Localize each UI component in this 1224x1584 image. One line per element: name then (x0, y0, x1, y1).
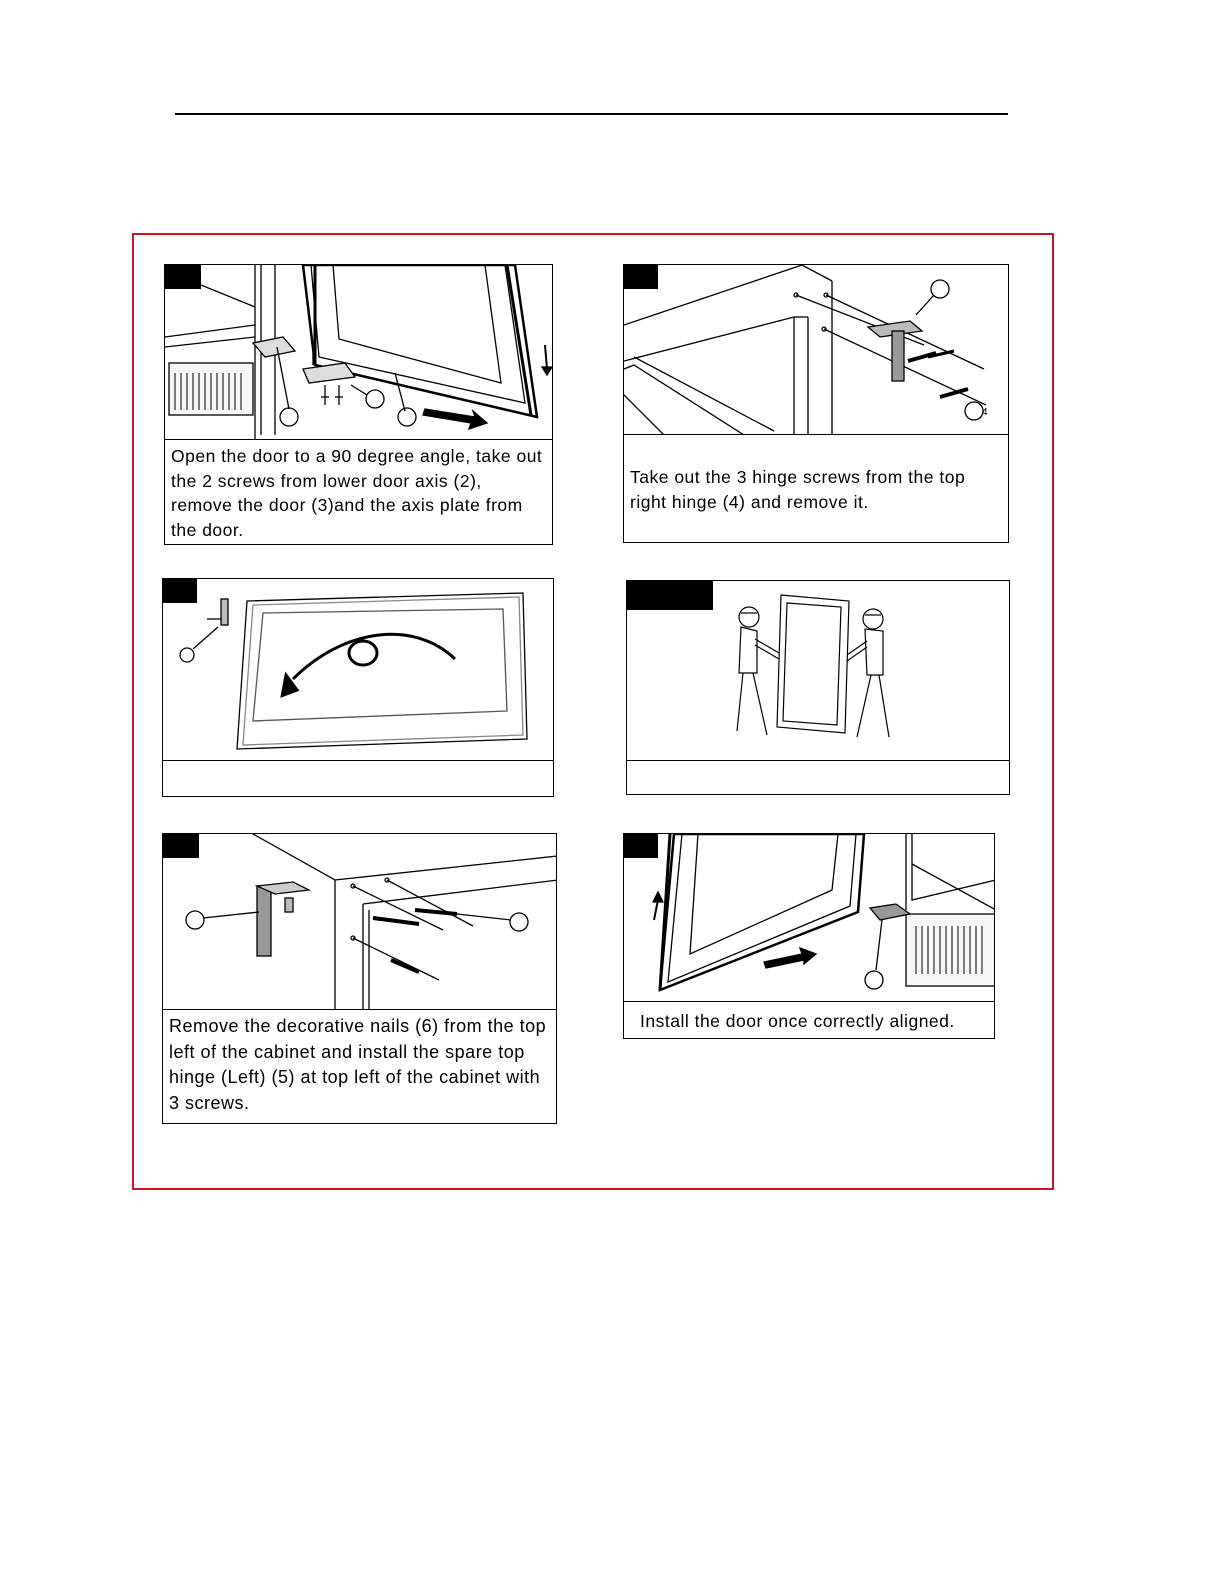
step-caption (627, 761, 1009, 765)
step-caption: Remove the decorative nails (6) from the top left of the cabinet and install the spare top hinge (Left) (5) at top left of the cabinet with 3 screws. (169, 1016, 547, 1113)
step-number-badge (163, 579, 197, 603)
person-icon (737, 607, 779, 735)
callout-label: 4 (982, 407, 988, 418)
step-panel-install-door (623, 833, 995, 1039)
step-caption (163, 761, 553, 765)
hinge-icon (207, 599, 228, 625)
step-caption: Take out the 3 hinge screws from the top right hinge (4) and remove it. (630, 467, 966, 512)
door-icon (303, 265, 537, 417)
step-panel-transfer-hinge-pin (162, 578, 554, 797)
step-number-badge (627, 581, 713, 610)
step-illustration (165, 265, 552, 440)
step-panel-carry-door (626, 580, 1010, 795)
step-caption: Install the door once correctly aligned. (640, 1011, 955, 1031)
person-icon (847, 609, 889, 737)
vent-grille-icon (169, 363, 253, 415)
step-illustration (624, 834, 994, 1002)
step-number-badge (624, 834, 658, 858)
header-rule (175, 113, 1008, 115)
step-illustration (163, 579, 553, 761)
screw-icon (353, 880, 473, 980)
door-icon (777, 595, 849, 733)
hinge-icon (257, 882, 309, 956)
step-panel-remove-top-hinge (623, 264, 1009, 543)
step-panel-install-left-hinge (162, 833, 557, 1124)
hinge-icon (870, 904, 910, 920)
door-icon (660, 834, 864, 990)
step-number-badge (624, 265, 658, 289)
hinge-icon (868, 321, 922, 381)
step-number-badge (163, 834, 199, 858)
step-caption: Open the door to a 90 degree angle, take out the 2 screws from lower door axis (2), remove the door (3)and the axis plate from the door. (171, 446, 543, 540)
vent-grille-icon (906, 914, 994, 986)
step-number-badge (165, 265, 201, 289)
step-panel-remove-lower-door (164, 264, 553, 545)
door-icon (237, 593, 527, 749)
step-illustration (624, 265, 1008, 435)
step-illustration (163, 834, 556, 1010)
